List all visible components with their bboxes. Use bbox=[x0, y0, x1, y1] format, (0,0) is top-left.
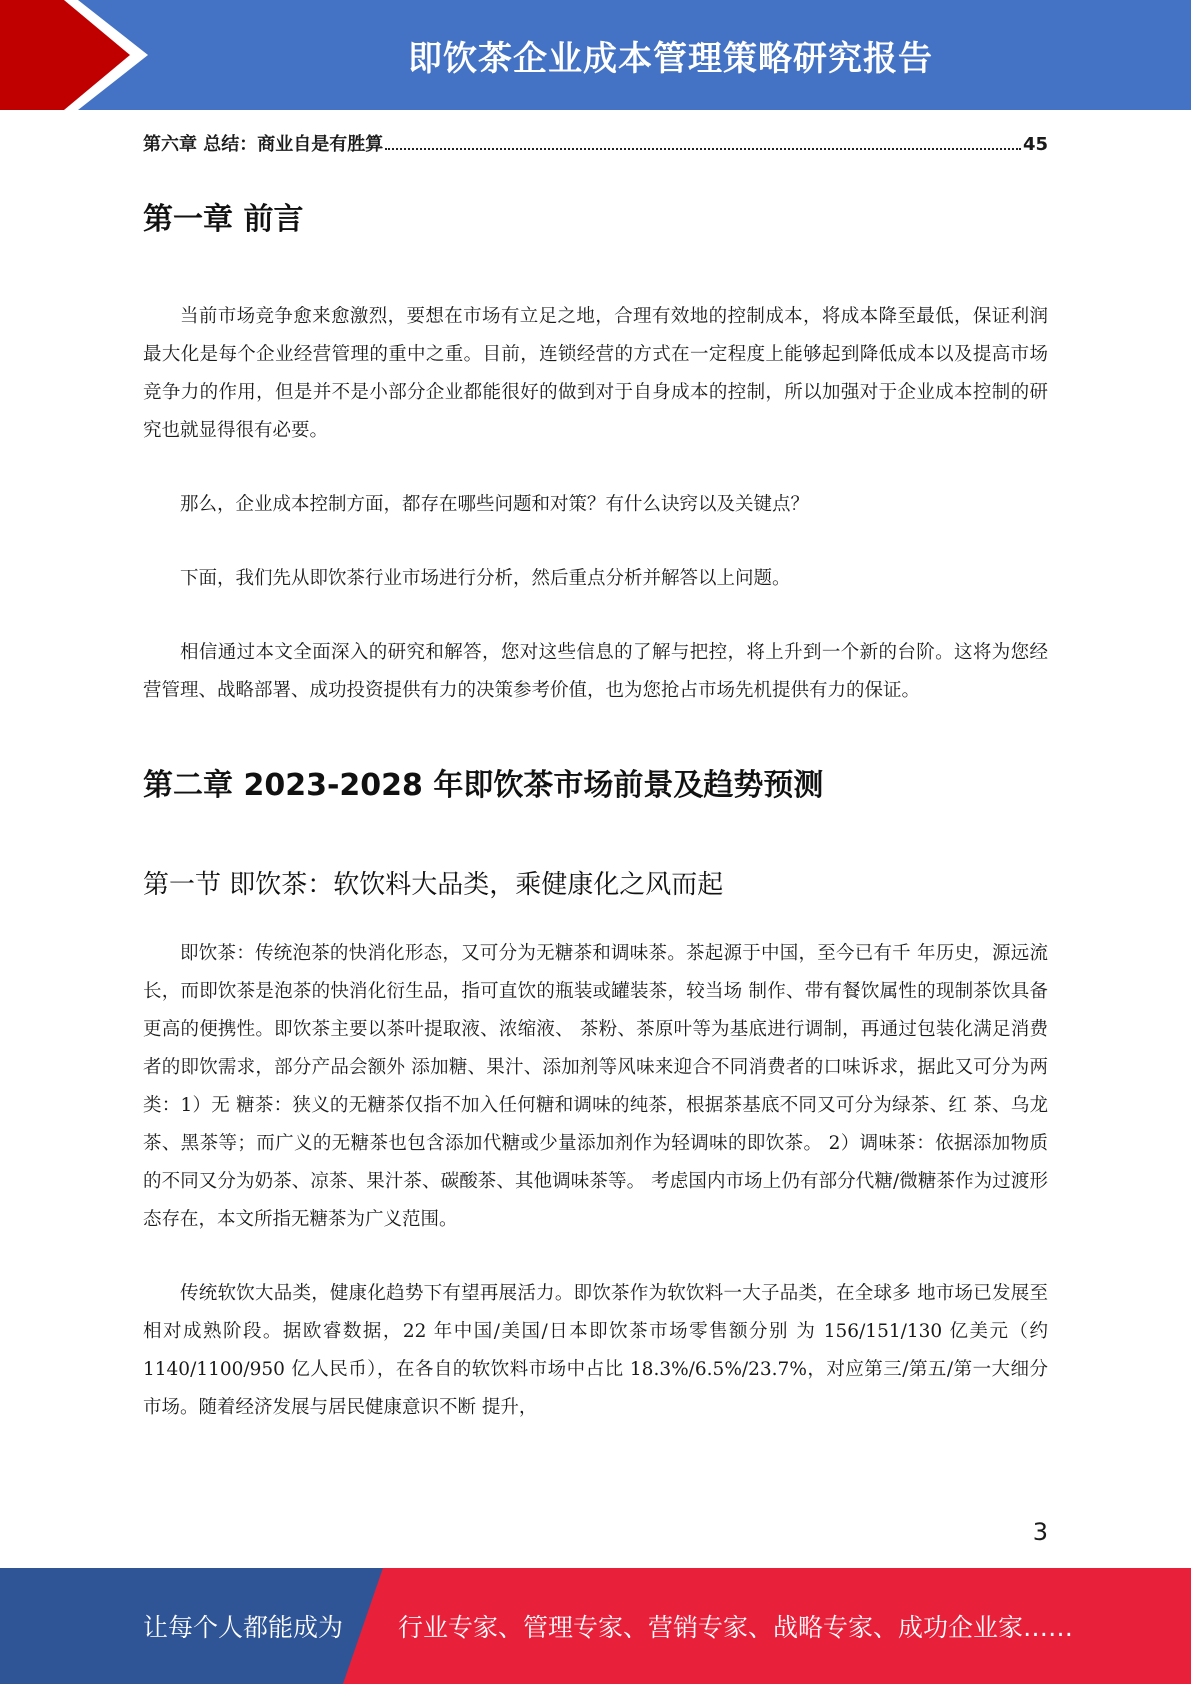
chapter-1-paragraph: 那么，企业成本控制方面，都存在哪些问题和对策？有什么诀窍以及关键点？ bbox=[180, 494, 810, 515]
toc-entry-page: 45 bbox=[1022, 134, 1048, 155]
toc-entry-label: 第六章 总结：商业自是有胜算 bbox=[143, 134, 384, 155]
red-arrow-icon bbox=[0, 0, 150, 110]
chapter-1-paragraph: 下面，我们先从即饮茶行业市场进行分析，然后重点分析并解答以上问题。 bbox=[180, 568, 791, 589]
footer-slogan-right: 行业专家、管理专家、营销专家、战略专家、成功企业家…… bbox=[398, 1613, 1074, 1642]
section-1-heading: 第一节 即饮茶：软饮料大品类，乘健康化之风而起 bbox=[143, 870, 724, 900]
toc-entry[interactable] bbox=[143, 130, 1048, 156]
page-number: 3 bbox=[1032, 1518, 1048, 1546]
chapter-1-paragraph: 相信通过本文全面深入的研究和解答，您对这些信息的了解与把控，将上升到一个新的台阶。这将为您经营管理、战略部署、成功投资提供有力的决策参考价值，也为您抢占市场先机提供有力的保证。 bbox=[143, 642, 1048, 701]
chapter-2-heading: 第二章 2023-2028 年即饮茶市场前景及趋势预测 bbox=[143, 768, 824, 803]
chapter-1-paragraph: 当前市场竞争愈来愈激烈，要想在市场有立足之地，合理有效地的控制成本，将成本降至最低，保证利润最大化是每个企业经营管理的重中之重。目前，连锁经营的方式在一定程度上能够起到降低成本以及提高市场竞争力的作用，但是并不是小部分企业都能很好的做到对于自身成本的控制，所以加强对于企业成本控制的研究也就显得很有必要。 bbox=[143, 306, 1048, 441]
section-1-paragraph: 传统软饮大品类，健康化趋势下有望再展活力。即饮茶作为软饮料一大子品类，在全球多 地市场已发展至相对成熟阶段。据欧睿数据，22 年中国/美国/日本即饮茶市场零售额分别 为 156/151/130 亿美元（约 1140/1100/950 亿人民币），在各自的软饮料市场中占比 18.3%/6.5%/23.7%，对应第三/第五/第一大细分市场。随着经济发展与居民健康意识不断 提升， bbox=[143, 1283, 1048, 1418]
report-footer bbox=[0, 1568, 1191, 1684]
section-1-paragraph: 即饮茶：传统泡茶的快消化形态，又可分为无糖茶和调味茶。茶起源于中国，至今已有千 年历史，源远流长，而即饮茶是泡茶的快消化衍生品，指可直饮的瓶装或罐装茶，较当场 制作、带有餐饮属性的现制茶饮具备更高的便携性。即饮茶主要以茶叶提取液、浓缩液、 茶粉、茶原叶等为基底进行调制，再通过包装化满足消费者的即饮需求，部分产品会额外 添加糖、果汁、添加剂等风味来迎合不同消费者的口味诉求，据此又可分为两类：1）无 糖茶：狭义的无糖茶仅指不加入任何糖和调味的纯茶，根据茶基底不同又可分为绿茶、红 茶、乌龙茶、黑茶等；而广义的无糖茶也包含添加代糖或少量添加剂作为轻调味的即饮茶。 2）调味茶：依据添加物质的不同又分为奶茶、凉茶、果汁茶、碳酸茶、其他调味茶等。 考虑国内市场上仍有部分代糖/微糖茶作为过渡形态存在，本文所指无糖茶为广义范围。 bbox=[143, 943, 1048, 1230]
footer-slogan-left: 让每个人都能成为 bbox=[143, 1613, 344, 1642]
report-header bbox=[0, 0, 1191, 110]
toc-leader-dots bbox=[385, 148, 1021, 150]
report-title: 即饮茶企业成本管理策略研究报告 bbox=[408, 38, 933, 79]
page-content bbox=[143, 118, 1048, 1427]
chapter-1-heading: 第一章 前言 bbox=[143, 202, 304, 237]
